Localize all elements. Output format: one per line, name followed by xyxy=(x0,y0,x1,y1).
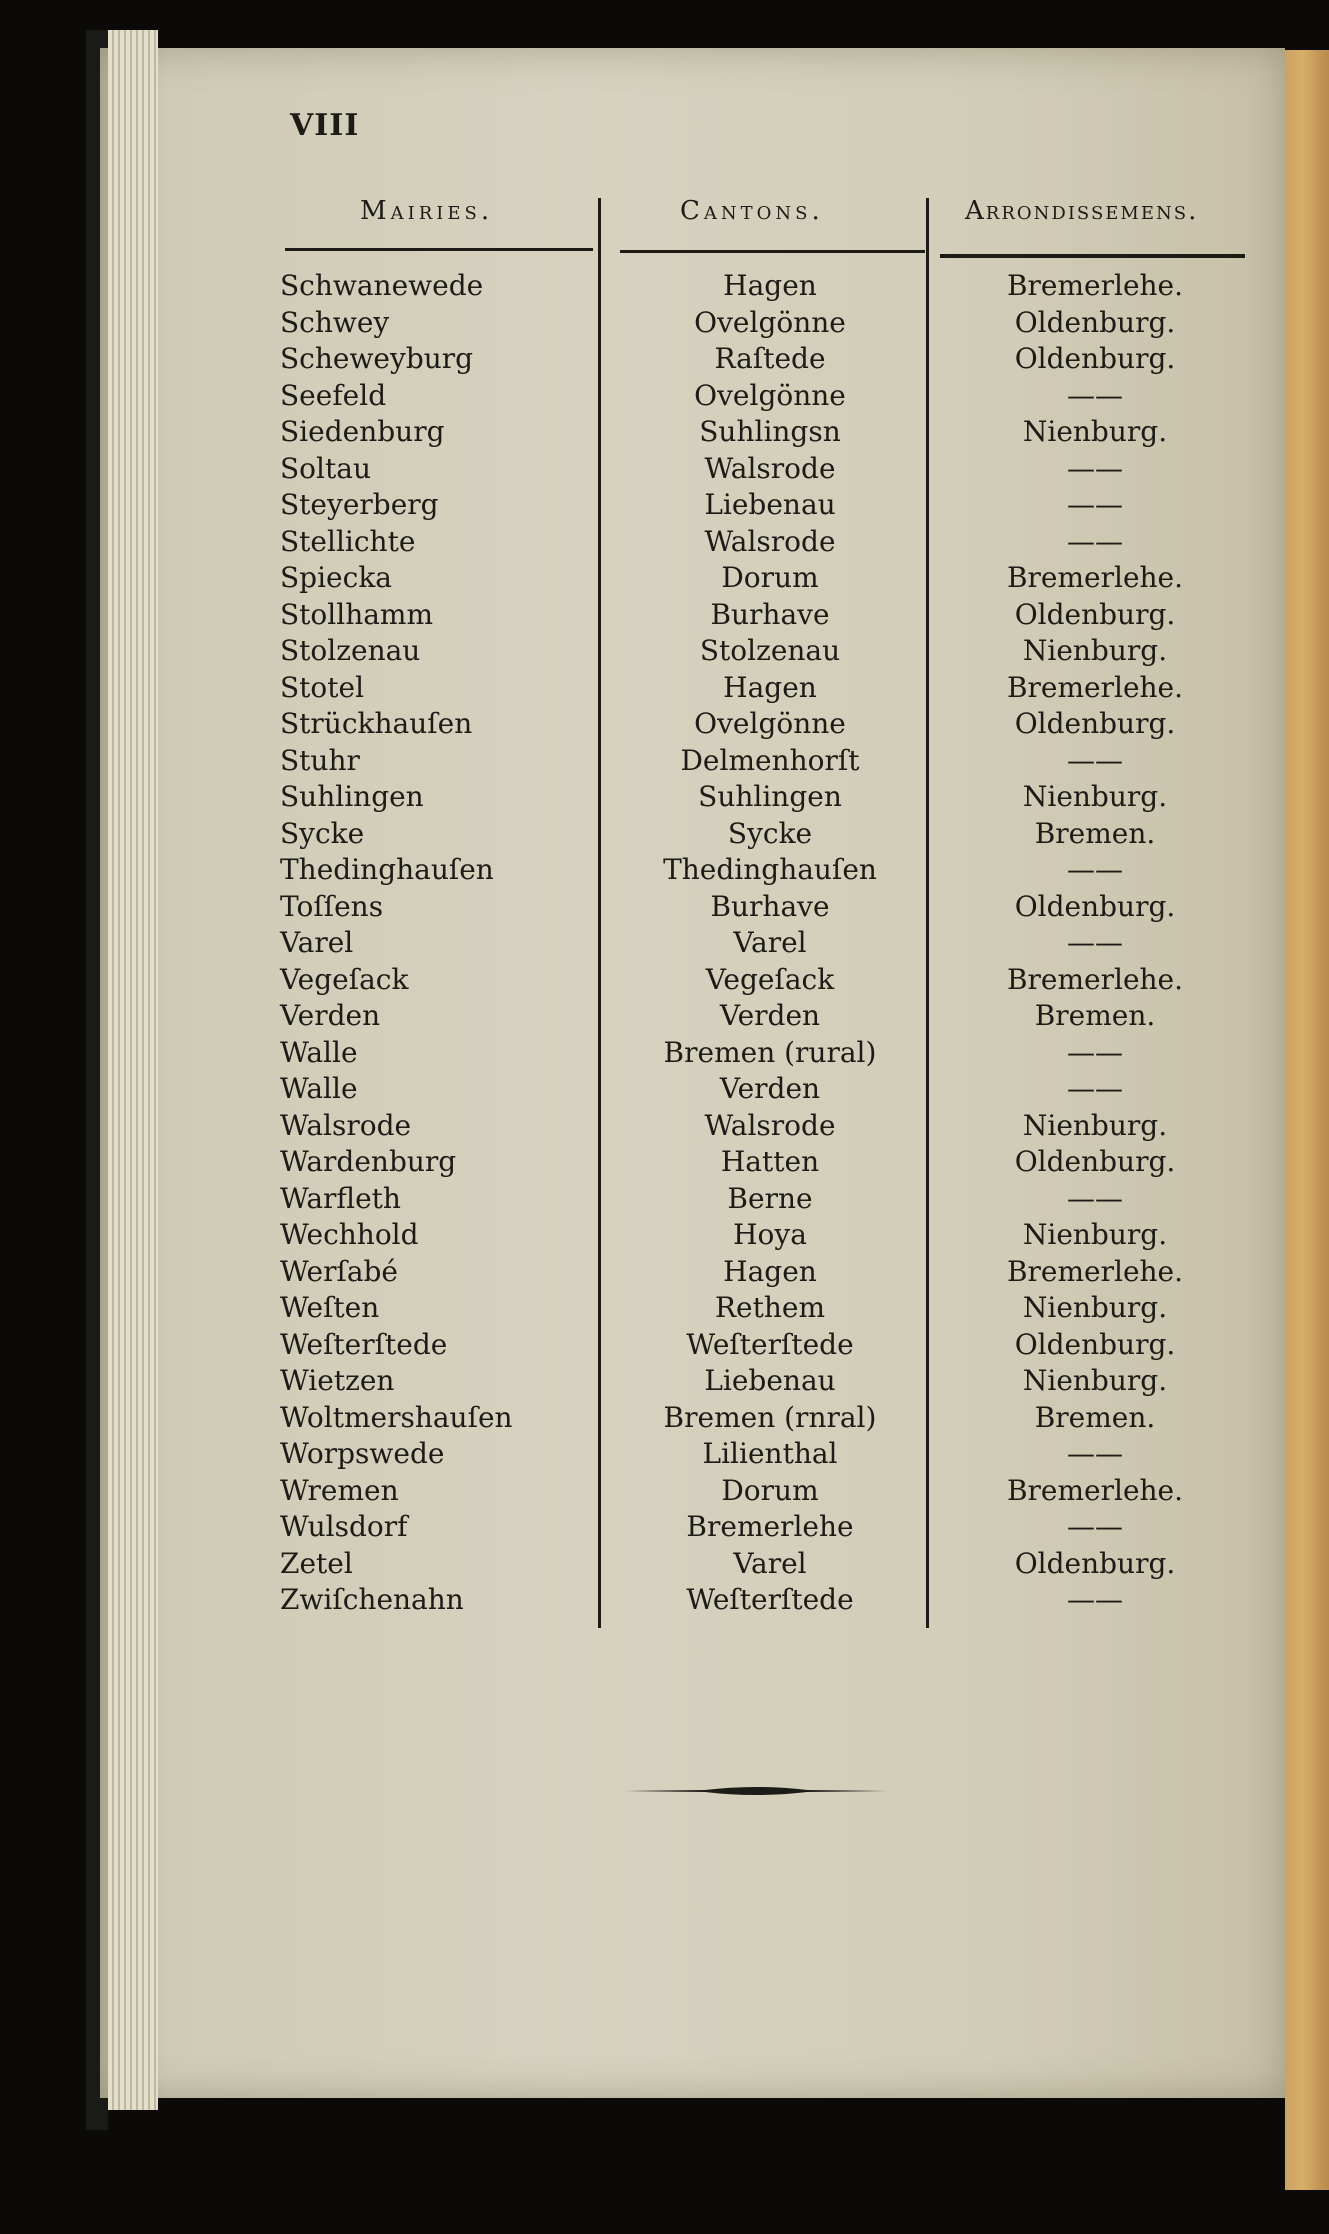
row-mairie: Worpswede xyxy=(280,1437,445,1470)
row-mairie: Soltau xyxy=(280,451,371,485)
row-mairie: Verden xyxy=(280,999,381,1032)
row-canton: Ovelgönne xyxy=(694,378,846,412)
row-canton: Dorum xyxy=(721,1473,819,1507)
row-mairie: Schwanewede xyxy=(280,269,484,302)
row-canton: Thedinghauſen xyxy=(663,853,877,886)
column-mairies xyxy=(280,268,590,1619)
row-canton: Lilienthal xyxy=(702,1437,838,1470)
row-arrondissement: Bremerlehe. xyxy=(1006,962,1184,996)
page-number: VIII xyxy=(290,108,360,143)
row-arrondissement: Nienburg. xyxy=(1022,1364,1168,1397)
row-arrondissement: —— xyxy=(1067,1181,1123,1215)
row-canton: Sycke xyxy=(727,816,813,850)
row-mairie: Wardenburg xyxy=(280,1145,457,1178)
row-arrondissement: —— xyxy=(1067,378,1123,412)
row-arrondissement: Oldenburg. xyxy=(1014,1327,1176,1361)
row-canton: Stolzenau xyxy=(699,634,841,667)
row-arrondissement: Nienburg. xyxy=(1022,1291,1168,1324)
row-canton: Rethem xyxy=(714,1291,826,1324)
facing-page-edge xyxy=(1285,50,1329,2190)
row-canton: Burhave xyxy=(710,597,830,631)
row-canton: Ovelgönne xyxy=(694,707,846,740)
row-canton: Hatten xyxy=(720,1145,820,1178)
row-arrondissement: —— xyxy=(1067,488,1123,521)
row-canton: Suhlingen xyxy=(698,780,842,813)
row-arrondissement: —— xyxy=(1067,853,1123,886)
row-canton: Burhave xyxy=(710,889,830,923)
row-canton: Bremerlehe xyxy=(686,1510,854,1543)
row-arrondissement: Oldenburg. xyxy=(1014,305,1176,339)
row-mairie: Thedinghauſen xyxy=(280,853,494,886)
header-rule-cantons xyxy=(620,250,925,253)
page-edges xyxy=(108,30,158,2110)
row-canton: Delmenhorſt xyxy=(680,743,860,777)
column-divider-2 xyxy=(926,198,929,1628)
row-canton: Verden xyxy=(719,999,821,1032)
ornament-rule xyxy=(625,1784,887,1798)
row-arrondissement: Nienburg. xyxy=(1022,634,1168,667)
row-arrondissement: Bremen. xyxy=(1034,816,1156,850)
row-mairie: Toſſens xyxy=(280,889,384,923)
row-arrondissement: Oldenburg. xyxy=(1014,1145,1176,1178)
row-mairie: Zwiſchenahn xyxy=(280,1583,464,1616)
row-mairie: Weſterſtede xyxy=(280,1327,448,1361)
row-arrondissement: Oldenburg. xyxy=(1014,889,1176,923)
row-mairie: Suhlingen xyxy=(280,780,424,813)
row-arrondissement: —— xyxy=(1067,1583,1123,1616)
row-arrondissement: Oldenburg. xyxy=(1014,342,1176,375)
row-canton: Raſtede xyxy=(714,342,826,375)
row-arrondissement: —— xyxy=(1067,1072,1123,1105)
row-canton: Walsrode xyxy=(704,451,836,485)
row-arrondissement: Oldenburg. xyxy=(1014,597,1176,631)
row-canton: Weſterſtede xyxy=(686,1327,854,1361)
row-canton: Bremen (rural) xyxy=(663,1035,877,1069)
row-mairie: Seefeld xyxy=(280,378,387,412)
row-mairie: Wremen xyxy=(280,1473,399,1507)
row-mairie: Warfleth xyxy=(280,1181,401,1215)
row-arrondissement: Bremerlehe. xyxy=(1006,269,1184,302)
column-arrondissemens xyxy=(940,268,1250,1619)
row-arrondissement: Bremerlehe. xyxy=(1006,1473,1184,1507)
row-mairie: Stolzenau xyxy=(280,634,421,667)
row-canton: Suhlingsn xyxy=(699,415,841,448)
header-arrondissemens: Arrondissemens. xyxy=(965,196,1199,226)
row-mairie: Siedenburg xyxy=(280,415,445,448)
header-rule-arrondissemens xyxy=(940,254,1245,258)
row-mairie: Werſabé xyxy=(280,1254,399,1288)
row-canton: Weſterſtede xyxy=(686,1583,854,1616)
row-mairie: Walsrode xyxy=(280,1108,412,1142)
row-mairie: Wulsdorf xyxy=(280,1510,408,1543)
row-canton: Dorum xyxy=(721,561,819,594)
row-mairie: Woltmershauſen xyxy=(280,1400,513,1434)
row-arrondissement: Oldenburg. xyxy=(1014,707,1176,740)
row-arrondissement: —— xyxy=(1067,524,1123,558)
column-divider-1 xyxy=(598,198,601,1628)
row-arrondissement: —— xyxy=(1067,926,1123,959)
row-canton: Walsrode xyxy=(704,524,836,558)
row-arrondissement: —— xyxy=(1067,743,1123,777)
row-mairie: Wietzen xyxy=(280,1364,395,1397)
row-mairie: Steyerberg xyxy=(280,488,439,521)
row-arrondissement: Nienburg. xyxy=(1022,1108,1168,1142)
row-canton: Hoya xyxy=(733,1218,807,1251)
row-mairie: Vegeſack xyxy=(280,962,409,996)
row-mairie: Stollhamm xyxy=(280,597,434,631)
row-canton: Vegeſack xyxy=(705,962,835,996)
row-arrondissement: Bremen. xyxy=(1034,999,1156,1032)
row-arrondissement: —— xyxy=(1067,1035,1123,1069)
row-arrondissement: Bremerlehe. xyxy=(1006,561,1184,594)
row-mairie: Stotel xyxy=(280,670,365,704)
row-mairie: Wechhold xyxy=(280,1218,419,1251)
row-canton: Bremen (rnral) xyxy=(663,1400,877,1434)
row-mairie: Stellichte xyxy=(280,524,416,558)
row-canton: Liebenau xyxy=(704,488,836,521)
row-mairie: Walle xyxy=(280,1072,358,1105)
row-arrondissement: Oldenburg. xyxy=(1014,1546,1176,1580)
row-mairie: Schwey xyxy=(280,305,390,339)
row-mairie: Stuhr xyxy=(280,743,360,777)
row-arrondissement: Nienburg. xyxy=(1022,780,1168,813)
header-cantons: Cantons. xyxy=(680,196,824,226)
row-canton: Liebenau xyxy=(704,1364,836,1397)
row-canton: Hagen xyxy=(723,1254,817,1288)
row-arrondissement: —— xyxy=(1067,1437,1123,1470)
row-canton: Hagen xyxy=(723,670,817,704)
row-canton: Varel xyxy=(733,1546,807,1580)
row-mairie: Varel xyxy=(280,926,354,959)
row-canton: Varel xyxy=(733,926,807,959)
header-mairies: Mairies. xyxy=(360,196,494,226)
row-canton: Berne xyxy=(727,1181,813,1215)
row-arrondissement: Bremen. xyxy=(1034,1400,1156,1434)
row-mairie: Spiecka xyxy=(280,561,392,594)
row-arrondissement: Bremerlehe. xyxy=(1006,1254,1184,1288)
row-arrondissement: —— xyxy=(1067,1510,1123,1543)
row-arrondissement: —— xyxy=(1067,451,1123,485)
row-mairie: Walle xyxy=(280,1035,358,1069)
header-rule-mairies xyxy=(285,248,593,251)
row-mairie: Strückhauſen xyxy=(280,707,473,740)
column-cantons xyxy=(620,268,920,1619)
row-canton: Verden xyxy=(719,1072,821,1105)
row-mairie: Scheweyburg xyxy=(280,342,474,375)
row-arrondissement: Nienburg. xyxy=(1022,1218,1168,1251)
row-mairie: Weſten xyxy=(280,1291,380,1324)
row-mairie: Zetel xyxy=(280,1546,353,1580)
row-arrondissement: Nienburg. xyxy=(1022,415,1168,448)
row-canton: Walsrode xyxy=(704,1108,836,1142)
row-arrondissement: Bremerlehe. xyxy=(1006,670,1184,704)
row-mairie: Sycke xyxy=(280,816,365,850)
row-canton: Hagen xyxy=(723,269,817,302)
row-canton: Ovelgönne xyxy=(694,305,846,339)
